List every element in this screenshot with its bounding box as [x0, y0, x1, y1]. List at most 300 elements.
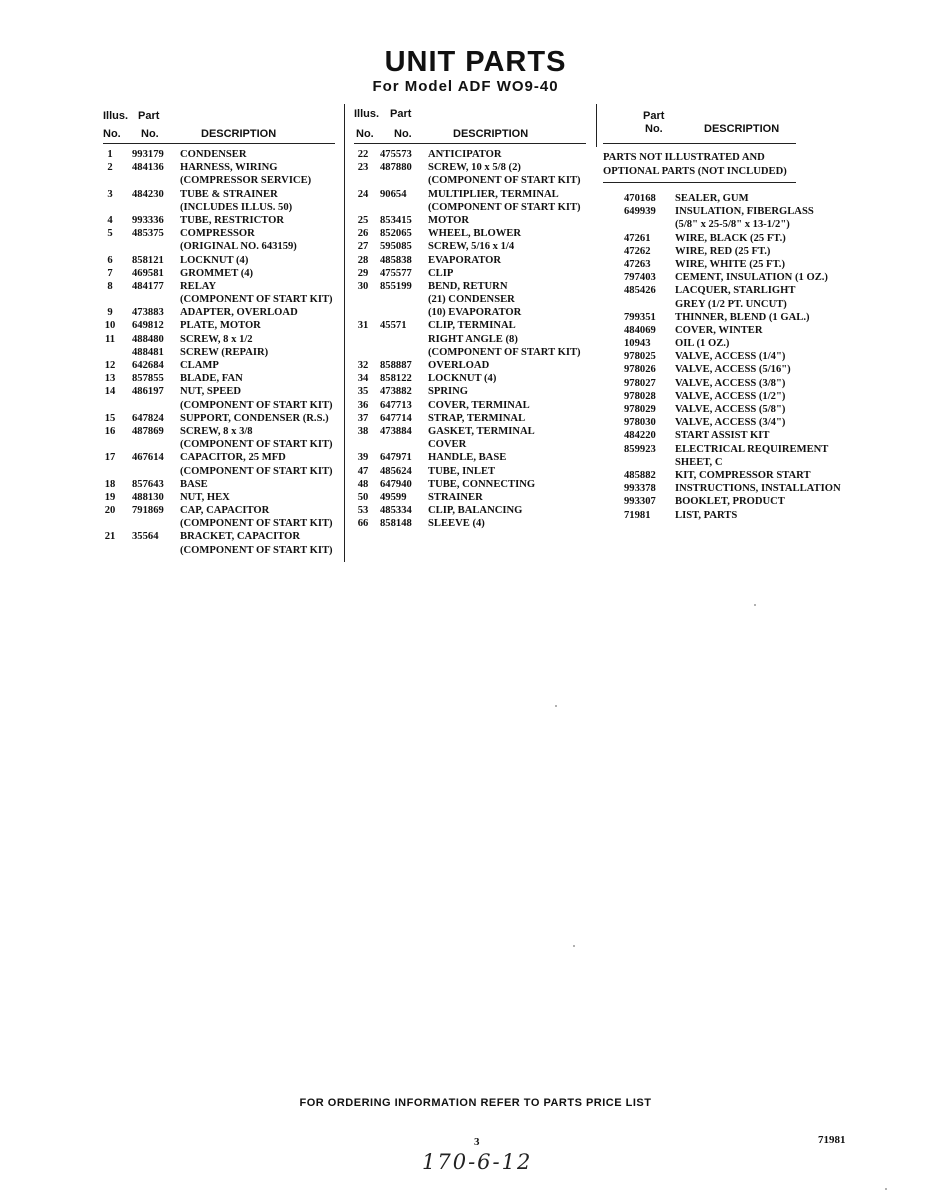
illus-number: 32	[357, 360, 369, 371]
table-row	[103, 425, 338, 438]
table-row	[354, 346, 589, 359]
illus-number: 13	[104, 373, 116, 385]
part-description: HANDLE, BASE	[428, 452, 507, 464]
table-row	[103, 161, 338, 174]
table-row	[354, 504, 589, 517]
description-label: DESCRIPTION	[453, 128, 529, 140]
illus-number: 2	[107, 162, 113, 174]
part-description: VALVE, ACCESS (1/4")	[675, 351, 786, 363]
table-row	[354, 227, 589, 240]
part-description: (5/8" x 25-5/8" x 13-1/2")	[675, 219, 790, 231]
part-number: 470168	[624, 193, 656, 204]
part-description: (INCLUDES ILLUS. 50)	[180, 201, 293, 213]
table-row	[103, 280, 338, 293]
column-header	[103, 108, 338, 148]
part-description: SCREW, 5/16 x 1/4	[428, 241, 515, 253]
table-row	[354, 201, 589, 214]
part-number: 49599	[380, 491, 407, 503]
part-description: OVERLOAD	[428, 360, 490, 371]
table-row	[103, 293, 338, 306]
part-description: COMPRESSOR	[180, 228, 255, 240]
table-row	[603, 232, 848, 245]
table-row	[103, 188, 338, 201]
part-description: (COMPONENT OF START KIT)	[428, 175, 581, 187]
table-row	[103, 491, 338, 504]
illus-number: 20	[104, 505, 116, 517]
table-row	[603, 271, 848, 284]
table-row	[103, 174, 338, 187]
illus-number: 66	[357, 518, 369, 530]
table-row	[103, 148, 338, 161]
table-row	[103, 254, 338, 267]
part-description: SPRING	[428, 386, 469, 398]
illus-number: 48	[357, 478, 369, 490]
table-row	[603, 469, 848, 482]
part-description: CLIP	[428, 267, 454, 279]
parts-column-1	[103, 108, 338, 557]
table-row	[603, 218, 848, 231]
part-number: 485882	[624, 469, 656, 481]
table-row	[103, 319, 338, 332]
part-description: LACQUER, STARLIGHT	[675, 285, 796, 297]
part-description: THINNER, BLEND (1 GAL.)	[675, 311, 810, 323]
part-number: 10943	[624, 338, 651, 350]
illus-number: 22	[357, 149, 369, 160]
table-row	[603, 311, 848, 324]
table-row	[603, 390, 848, 403]
part-description: (10) EVAPORATOR	[428, 307, 522, 319]
table-row	[603, 350, 848, 363]
illus-number: 18	[104, 478, 116, 490]
parts-list	[354, 148, 589, 530]
part-number: 475577	[380, 267, 412, 279]
part-description: VALVE, ACCESS (1/2")	[675, 390, 786, 402]
illus-number: 14	[104, 386, 116, 398]
illus-number: 3	[107, 188, 113, 200]
illus-number: 50	[357, 491, 369, 503]
table-row	[103, 530, 338, 543]
part-number: 484220	[624, 430, 656, 442]
scan-speck	[555, 705, 557, 707]
table-row	[354, 333, 589, 346]
part-description: TUBE, RESTRICTOR	[180, 214, 285, 226]
parts-list	[103, 148, 338, 557]
illus-number: 15	[104, 412, 116, 424]
part-number: 647713	[380, 399, 412, 411]
part-number: 855199	[380, 280, 412, 292]
part-description: VALVE, ACCESS (5/16")	[675, 364, 791, 376]
illus-number: 19	[104, 491, 116, 503]
no-label-2: No.	[394, 128, 412, 140]
part-description: BLADE, FAN	[180, 373, 243, 385]
header-rule-1	[103, 143, 335, 144]
illus-number: 29	[357, 267, 369, 279]
scan-speck	[573, 945, 575, 947]
part-description: BOOKLET, PRODUCT	[675, 496, 785, 508]
table-row	[103, 214, 338, 227]
optional-parts-list	[603, 192, 848, 522]
part-number: 978027	[624, 377, 656, 389]
column-divider-2	[596, 104, 597, 147]
part-description: CAP, CAPACITOR	[180, 505, 270, 517]
part-description: SCREW, 8 x 3/8	[180, 425, 253, 437]
table-row	[103, 451, 338, 464]
part-label: Part	[138, 110, 160, 122]
table-row	[603, 258, 848, 271]
table-row	[103, 306, 338, 319]
table-row	[103, 412, 338, 425]
part-number: 978026	[624, 364, 656, 376]
document-number: 71981	[818, 1134, 846, 1146]
part-number: 797403	[624, 272, 656, 284]
part-number: 993378	[624, 483, 656, 495]
table-row	[103, 399, 338, 412]
scan-speck	[754, 604, 756, 606]
table-row	[354, 359, 589, 372]
part-description: (COMPONENT OF START KIT)	[180, 294, 333, 306]
table-row	[354, 188, 589, 201]
part-description: INSULATION, FIBERGLASS	[675, 206, 814, 218]
part-number: 595085	[380, 241, 412, 253]
part-description: NUT, HEX	[180, 491, 230, 503]
illus-number: 21	[104, 531, 116, 543]
part-number: 473884	[380, 425, 412, 437]
column-divider-1	[344, 104, 345, 562]
illus-number: 28	[357, 254, 369, 266]
part-description: WIRE, RED (25 FT.)	[675, 245, 771, 257]
parts-list	[603, 192, 848, 522]
part-description: BEND, RETURN	[428, 280, 508, 292]
illus-number: 9	[107, 307, 113, 319]
illus-number: 37	[357, 412, 369, 424]
page-subtitle: For Model ADF WO9-40	[372, 78, 559, 95]
table-row	[103, 267, 338, 280]
part-number: 647971	[380, 452, 412, 464]
table-row	[354, 385, 589, 398]
illus-number: 38	[357, 425, 369, 437]
part-description: (COMPRESSOR SERVICE)	[180, 175, 312, 187]
table-row	[103, 465, 338, 478]
table-row	[603, 363, 848, 376]
illus-number: 39	[357, 452, 369, 464]
illus-number: 23	[357, 162, 369, 174]
part-number: 488130	[132, 491, 164, 503]
part-number: 47263	[624, 258, 651, 270]
part-number: 858887	[380, 360, 412, 371]
notes-rule	[603, 182, 796, 183]
part-description: RIGHT ANGLE (8)	[428, 333, 518, 345]
part-number: 473883	[132, 307, 164, 319]
illus-number: 27	[357, 241, 369, 253]
part-number: 485334	[380, 505, 412, 517]
parts-column-3	[603, 108, 848, 148]
handwritten-note: 170-6-12	[422, 1150, 533, 1174]
no-label: No.	[356, 128, 374, 140]
part-description: VALVE, ACCESS (5/8")	[675, 404, 786, 415]
page-number: 3	[474, 1136, 480, 1148]
part-description: (COMPONENT OF START KIT)	[180, 399, 333, 411]
table-row	[103, 504, 338, 517]
part-description: (COMPONENT OF START KIT)	[428, 346, 581, 358]
part-number: 799351	[624, 311, 656, 323]
table-row	[354, 254, 589, 267]
part-description: ANTICIPATOR	[428, 149, 502, 160]
part-number: 485624	[380, 465, 412, 477]
part-label: Part	[390, 108, 412, 120]
part-description: SCREW (REPAIR)	[180, 346, 269, 358]
part-description: STRAP, TERMINAL	[428, 412, 526, 424]
table-row	[354, 412, 589, 425]
part-number: 859923	[624, 443, 656, 455]
part-number: 487869	[132, 425, 164, 437]
part-number: 485426	[624, 285, 656, 297]
illus-label: Illus.	[103, 110, 129, 122]
part-description: STRAINER	[428, 491, 483, 503]
table-row	[103, 359, 338, 372]
part-number: 649812	[132, 320, 164, 332]
part-description: WHEEL, BLOWER	[428, 228, 522, 240]
part-number: 488480	[132, 333, 164, 345]
part-description: LOCKNUT (4)	[180, 254, 249, 266]
table-row	[603, 482, 848, 495]
table-row	[354, 293, 589, 306]
part-description: SHEET, C	[675, 456, 723, 468]
not-illustrated-heading	[603, 151, 787, 179]
part-description: LOCKNUT (4)	[428, 373, 497, 385]
part-number: 978028	[624, 390, 656, 402]
table-row	[354, 161, 589, 174]
part-label: Part	[643, 110, 665, 122]
column-header	[603, 108, 848, 148]
part-description: NUT, SPEED	[180, 386, 242, 398]
table-row	[103, 201, 338, 214]
page-title: UNIT PARTS	[384, 46, 567, 78]
part-description: MULTIPLIER, TERMINAL	[428, 188, 559, 200]
part-description: EVAPORATOR	[428, 254, 501, 266]
column-header	[354, 108, 589, 148]
part-description: CAPACITOR, 25 MFD	[180, 452, 286, 464]
table-row	[103, 346, 338, 359]
illus-number: 24	[357, 188, 369, 200]
part-description: SLEEVE (4)	[428, 518, 485, 530]
illus-number: 4	[107, 214, 113, 226]
scan-speck	[885, 1188, 887, 1190]
illus-number: 5	[107, 228, 113, 240]
table-row	[103, 227, 338, 240]
no-label-2: No.	[141, 128, 159, 140]
illus-number: 10	[104, 320, 116, 332]
illus-number: 12	[104, 360, 116, 371]
part-description: SCREW, 8 x 1/2	[180, 333, 253, 345]
table-row	[354, 438, 589, 451]
part-number: 485838	[380, 254, 412, 266]
table-row	[603, 192, 848, 205]
part-number: 47262	[624, 245, 651, 257]
part-number: 993307	[624, 496, 656, 508]
illus-number: 26	[357, 228, 369, 240]
table-row	[603, 429, 848, 442]
part-number: 35564	[132, 531, 159, 543]
part-description: WIRE, WHITE (25 FT.)	[675, 258, 785, 270]
table-row	[103, 438, 338, 451]
description-label: DESCRIPTION	[704, 123, 780, 135]
part-number: 858122	[380, 373, 412, 385]
part-description: (21) CONDENSER	[428, 294, 515, 306]
part-description: GASKET, TERMINAL	[428, 425, 535, 437]
table-row	[603, 377, 848, 390]
part-number: 487880	[380, 162, 412, 174]
part-description: BRACKET, CAPACITOR	[180, 531, 301, 543]
description-label: DESCRIPTION	[201, 128, 277, 140]
part-number: 993336	[132, 214, 164, 226]
part-number: 852065	[380, 228, 412, 240]
part-number: 469581	[132, 267, 164, 279]
part-number: 993179	[132, 149, 164, 160]
table-row	[603, 443, 848, 456]
illus-label: Illus.	[354, 108, 380, 120]
table-row	[603, 298, 848, 311]
table-row	[354, 517, 589, 530]
part-description: (COMPONENT OF START KIT)	[180, 518, 333, 530]
illus-number: 36	[357, 399, 369, 411]
table-row	[603, 324, 848, 337]
part-number: 857643	[132, 478, 164, 490]
part-description: COVER, TERMINAL	[428, 399, 530, 411]
part-number: 45571	[380, 320, 407, 332]
illus-number: 17	[104, 452, 116, 464]
part-description: (COMPONENT OF START KIT)	[180, 439, 333, 451]
part-description: CLAMP	[180, 360, 219, 371]
table-row	[603, 403, 848, 416]
table-row	[354, 148, 589, 161]
part-description: COVER	[428, 439, 467, 451]
table-row	[103, 372, 338, 385]
part-description: CLIP, BALANCING	[428, 505, 523, 517]
part-number: 642684	[132, 360, 164, 371]
part-description: CLIP, TERMINAL	[428, 320, 516, 332]
table-row	[103, 478, 338, 491]
part-description: ADAPTER, OVERLOAD	[180, 307, 298, 319]
table-row	[354, 174, 589, 187]
illus-number: 34	[357, 373, 369, 385]
table-row	[354, 372, 589, 385]
table-row	[603, 284, 848, 297]
part-description: START ASSIST KIT	[675, 430, 770, 442]
part-number: 647714	[380, 412, 412, 424]
table-row	[603, 509, 848, 522]
table-row	[354, 306, 589, 319]
part-number: 486197	[132, 386, 164, 398]
table-row	[103, 385, 338, 398]
part-description: (ORIGINAL NO. 643159)	[180, 241, 297, 253]
part-description: OIL (1 OZ.)	[675, 338, 730, 350]
illus-number: 53	[357, 505, 369, 517]
part-number: 485375	[132, 228, 164, 240]
part-description: INSTRUCTIONS, INSTALLATION	[675, 483, 841, 495]
illus-number: 6	[107, 254, 113, 266]
part-number: 473882	[380, 386, 412, 398]
part-number: 467614	[132, 452, 164, 464]
parts-column-2	[354, 108, 589, 530]
part-number: 978029	[624, 404, 656, 415]
part-description: BASE	[180, 478, 208, 490]
illus-number: 31	[357, 320, 369, 332]
no-label: No.	[645, 123, 663, 135]
part-number: 71981	[624, 509, 651, 521]
part-description: KIT, COMPRESSOR START	[675, 469, 811, 481]
part-description: (COMPONENT OF START KIT)	[428, 201, 581, 213]
part-number: 978030	[624, 417, 656, 429]
table-row	[103, 240, 338, 253]
part-description: MOTOR	[428, 214, 470, 226]
illus-number: 1	[107, 149, 113, 160]
part-description: PLATE, MOTOR	[180, 320, 261, 332]
part-description: CONDENSER	[180, 149, 247, 160]
part-description: RELAY	[180, 280, 217, 292]
table-row	[603, 337, 848, 350]
table-row	[354, 214, 589, 227]
table-row	[354, 399, 589, 412]
table-row	[354, 491, 589, 504]
table-row	[603, 495, 848, 508]
table-row	[603, 416, 848, 429]
part-description: ELECTRICAL REQUIREMENT	[675, 443, 829, 455]
part-number: 484136	[132, 162, 164, 174]
part-description: VALVE, ACCESS (3/4")	[675, 417, 786, 429]
table-row	[103, 333, 338, 346]
illus-number: 7	[107, 267, 113, 279]
illus-number: 16	[104, 425, 116, 437]
illus-number: 47	[357, 465, 369, 477]
heading-line-2: OPTIONAL PARTS (NOT INCLUDED)	[603, 166, 787, 177]
part-number: 858148	[380, 518, 412, 530]
table-row	[354, 267, 589, 280]
part-number: 475573	[380, 149, 412, 160]
table-row	[354, 319, 589, 332]
table-row	[103, 517, 338, 530]
part-description: COVER, WINTER	[675, 324, 763, 336]
illus-number: 11	[104, 333, 115, 345]
table-row	[603, 245, 848, 258]
table-row	[103, 544, 338, 557]
part-description: HARNESS, WIRING	[180, 162, 278, 174]
part-number: 484177	[132, 280, 164, 292]
part-number: 857855	[132, 373, 164, 385]
table-row	[603, 456, 848, 469]
table-row	[354, 465, 589, 478]
illus-number: 30	[357, 280, 369, 292]
part-description: WIRE, BLACK (25 FT.)	[675, 232, 786, 244]
part-description: SCREW, 10 x 5/8 (2)	[428, 162, 521, 174]
table-row	[354, 425, 589, 438]
part-description: SUPPORT, CONDENSER (R.S.)	[180, 412, 329, 424]
part-description: VALVE, ACCESS (3/8")	[675, 377, 786, 389]
part-number: 647824	[132, 412, 164, 424]
part-number: 791869	[132, 505, 164, 517]
part-description: LIST, PARTS	[675, 509, 738, 521]
part-number: 90654	[380, 188, 407, 200]
part-number: 484069	[624, 324, 656, 336]
heading-line-1: PARTS NOT ILLUSTRATED AND	[603, 152, 765, 163]
part-number: 853415	[380, 214, 412, 226]
part-description: GROMMET (4)	[180, 267, 254, 279]
part-description: TUBE, CONNECTING	[428, 478, 536, 490]
part-description: TUBE, INLET	[428, 465, 496, 477]
table-row	[354, 240, 589, 253]
part-number: 649939	[624, 206, 656, 218]
header-rule-3	[603, 143, 796, 144]
part-description: SEALER, GUM	[675, 193, 749, 204]
